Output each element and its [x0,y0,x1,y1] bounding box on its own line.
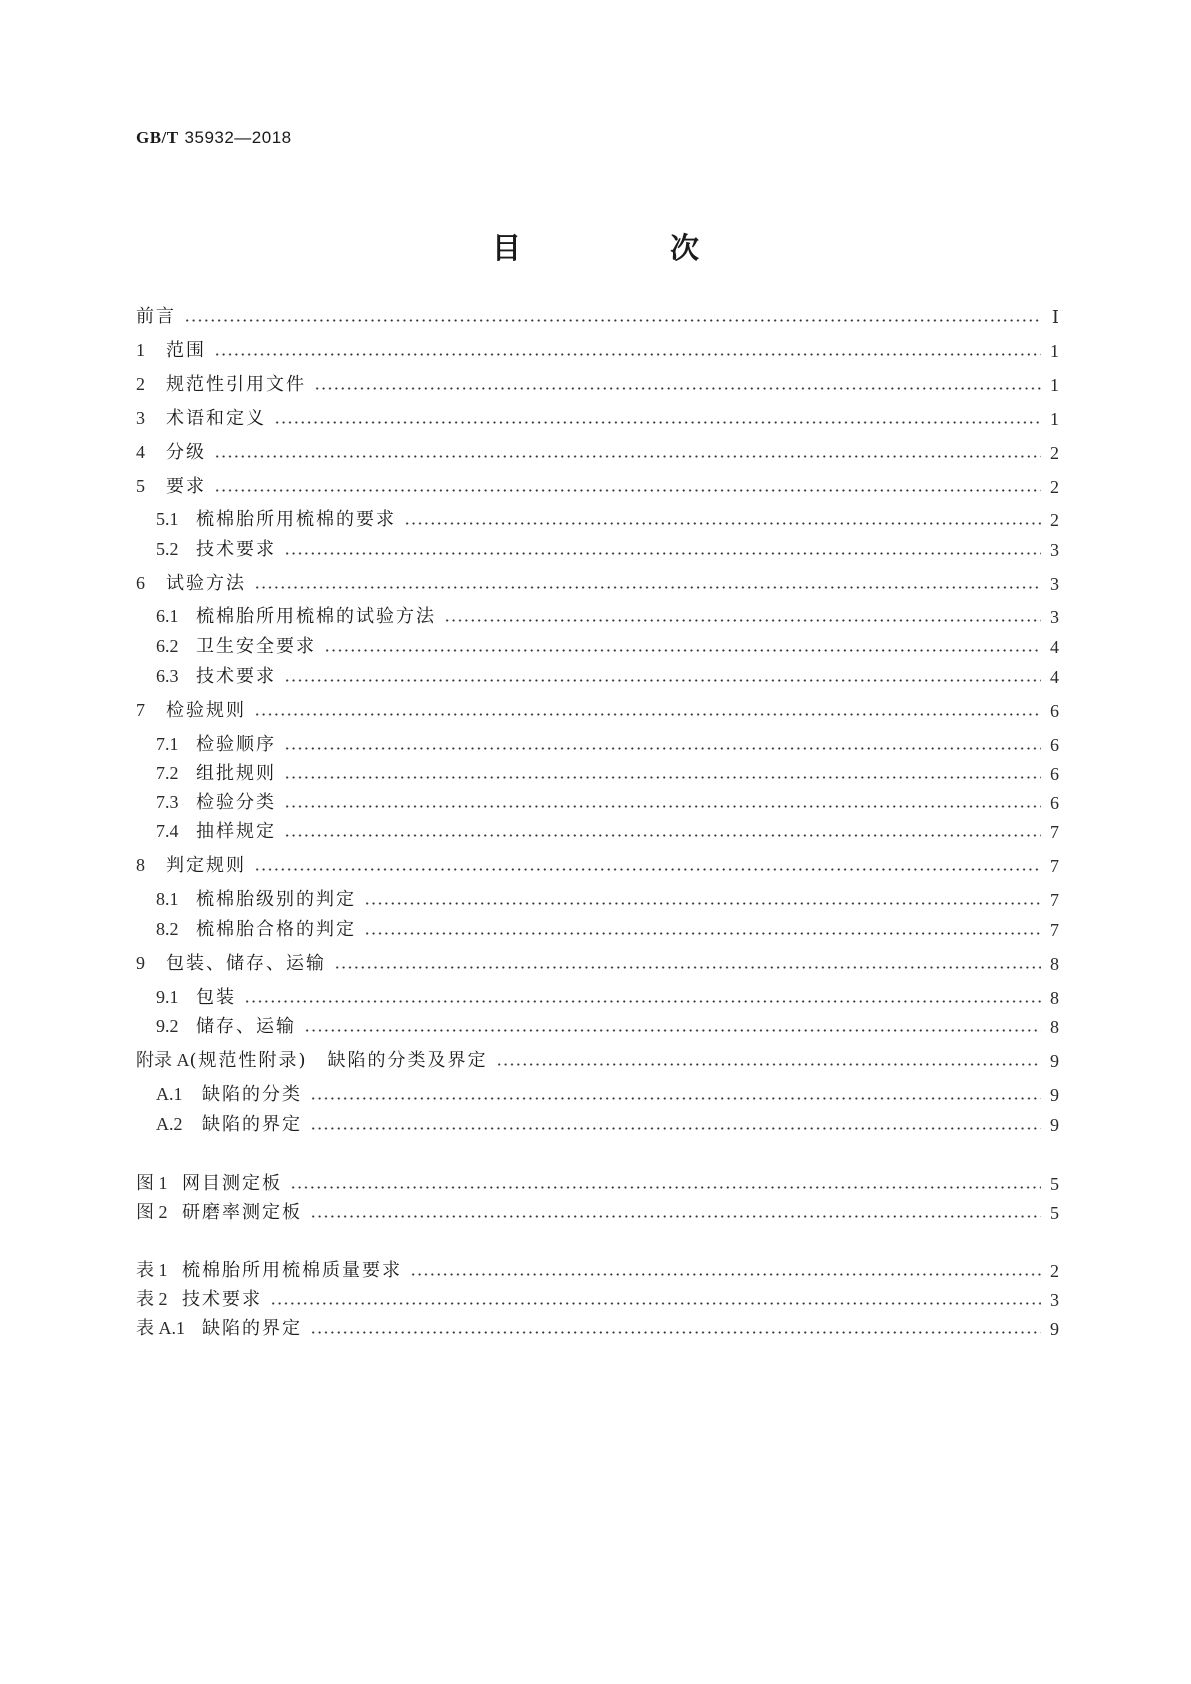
toc-item-text: 缺陷的界定 [202,1318,302,1339]
toc-item-page: 1 [1050,409,1059,429]
toc-leader-dots [244,1000,1041,1003]
toc-item-label [136,473,206,500]
toc-item[interactable] [136,304,1059,330]
toc-subitem[interactable] [156,604,1059,630]
toc-item-text: 储存、运输 [196,1016,296,1037]
toc-item-text: 包装 [196,987,236,1008]
toc-subitem[interactable] [156,664,1059,690]
toc-item-page: 3 [1050,607,1059,627]
toc-item-text: 技术要求 [196,666,276,687]
toc-item-text: 梳棉胎合格的判定 [196,919,356,940]
toc-item-page: 7 [1050,920,1059,940]
toc-item-label [136,405,266,432]
toc-item-number: 7.3 [156,792,179,812]
toc-item-page: 8 [1050,954,1059,974]
toc-item-label [156,818,276,845]
toc-item-label [136,371,306,398]
toc-item-number: 表 1 [136,1260,168,1280]
toc-item-page: 7 [1050,890,1059,910]
toc-item-page: 3 [1050,574,1059,594]
toc-item-page: 2 [1050,510,1059,530]
toc-item-label [136,1170,282,1197]
toc-item-label [156,886,356,913]
toc-item-text: (规范性附录) 缺陷的分类及界定 [189,1050,488,1071]
toc-leader-dots [284,679,1041,682]
toc-item-number: 图 2 [136,1202,168,1222]
toc-item-label [156,506,396,533]
toc-leader-dots [444,619,1041,622]
toc-leader-dots [284,805,1041,808]
toc-leader-dots [274,421,1041,424]
toc-subitem[interactable] [156,761,1059,787]
toc-leader-dots [254,713,1041,716]
toc-item-text: 技术要求 [196,539,276,560]
toc-item-number: 7 [136,700,145,720]
toc-item-number: A.1 [156,1084,183,1104]
toc-item[interactable] [136,440,1059,466]
toc-item-page: 5 [1050,1203,1059,1223]
toc-item-page: 6 [1050,735,1059,755]
toc-item[interactable] [136,372,1059,398]
toc-leader-dots [310,1215,1041,1218]
toc-subitem[interactable] [156,917,1059,943]
toc-item-number: 8 [136,855,145,875]
toc-item-page: 9 [1050,1115,1059,1135]
toc-leader-dots [310,1097,1041,1100]
toc-item-text: 术语和定义 [166,408,266,429]
toc-item-label [156,760,276,787]
toc-item-text: 要求 [166,476,206,497]
toc-item-number: 5.1 [156,509,179,529]
toc-subitem[interactable] [156,790,1059,816]
toc-item-number: 3 [136,408,145,428]
toc-item-number: 5.2 [156,539,179,559]
toc-leader-dots [364,932,1041,935]
toc-subitem[interactable] [156,985,1059,1011]
toc-item-number: 8.1 [156,889,179,909]
toc-item-number: 1 [136,340,145,360]
toc-item-number: 9.2 [156,1016,179,1036]
toc-leader-dots [284,834,1041,837]
toc-item[interactable] [136,338,1059,364]
toc-item-number: 4 [136,442,145,462]
toc-leader-dots [496,1063,1041,1066]
toc-subitem[interactable] [156,887,1059,913]
toc-item-page: 6 [1050,701,1059,721]
toc-leader-dots [410,1273,1041,1276]
toc-item-page: 6 [1050,764,1059,784]
toc-leader-dots [290,1186,1041,1189]
toc-subitem[interactable] [156,819,1059,845]
toc-item-text: 梳棉胎所用梳棉的要求 [196,509,396,530]
toc-leader-dots [270,1302,1041,1305]
toc-leader-dots [284,776,1041,779]
toc-item-text: 组批规则 [196,763,276,784]
toc-item-text: 范围 [166,340,206,361]
toc-item-text: 分级 [166,442,206,463]
toc-item-number: 7.2 [156,763,179,783]
standard-prefix: GB/T [136,128,179,147]
toc-item-text: 检验分类 [196,792,276,813]
toc-item-number: A.2 [156,1114,183,1134]
toc-item-label [136,439,206,466]
toc-item-label [156,789,276,816]
toc-item-label [156,1111,302,1138]
toc-item[interactable] [136,1048,1059,1074]
toc-subitem[interactable] [156,1112,1059,1138]
toc-item[interactable] [136,474,1059,500]
toc-item-text: 梳棉胎所用梳棉的试验方法 [196,606,436,627]
toc-item[interactable] [136,853,1059,879]
toc-item-page: 4 [1050,667,1059,687]
toc-item[interactable] [136,571,1059,597]
toc-leader-dots [324,649,1041,652]
toc-item-text: 研磨率测定板 [182,1202,302,1223]
toc-subitem[interactable] [156,1082,1059,1108]
toc-item-page: Ⅰ [1051,307,1059,327]
toc-item-number: 图 1 [136,1173,168,1193]
toc-item-page: 2 [1050,443,1059,463]
toc-item[interactable] [136,951,1059,977]
toc-item[interactable] [136,406,1059,432]
toc-item-page: 7 [1050,822,1059,842]
toc-item-page: 9 [1050,1319,1059,1339]
toc-item-label [156,984,236,1011]
toc-leader-dots [284,552,1041,555]
toc-subitem[interactable] [156,634,1059,660]
toc-item-number: 附录 A [136,1050,190,1070]
toc-item-page: 2 [1050,477,1059,497]
toc-leader-dots [254,868,1041,871]
toc-item-page: 8 [1050,988,1059,1008]
toc-leader-dots [214,353,1041,356]
toc-subitem[interactable] [156,1014,1059,1040]
toc-leader-dots [214,455,1041,458]
toc-leader-dots [334,966,1041,969]
toc-item-text: 试验方法 [166,573,246,594]
toc-item-label [136,697,246,724]
standard-code [136,128,292,148]
toc-leader-dots [214,489,1041,492]
toc-item-number: 9.1 [156,987,179,1007]
toc-item-text: 网目测定板 [182,1173,282,1194]
toc-item-text: 检验顺序 [196,734,276,755]
toc-leader-dots [284,747,1041,750]
toc-item-label [136,1199,302,1226]
toc-item-number: 9 [136,953,145,973]
toc-item-number: 7.4 [156,821,179,841]
toc-item-text: 技术要求 [182,1289,262,1310]
toc-item-page: 4 [1050,637,1059,657]
toc-item-page: 5 [1050,1174,1059,1194]
page-title: 目 次 [491,231,759,265]
toc-item-label [156,663,276,690]
toc-item-label [156,731,276,758]
toc-item-number: 表 A.1 [136,1318,185,1338]
toc-item-text: 缺陷的界定 [202,1114,302,1135]
figure-list-item[interactable] [136,1200,1059,1226]
toc-item-number: 表 2 [136,1289,168,1309]
toc-item-number: 6 [136,573,145,593]
toc-item-label [136,852,246,879]
toc-leader-dots [310,1331,1041,1334]
toc-item-label [156,603,436,630]
toc-leader-dots [364,902,1041,905]
toc-item-number: 6.2 [156,636,179,656]
toc-item-text: 规范性引用文件 [166,374,306,395]
toc-item-number: 7.1 [156,734,179,754]
toc-subitem[interactable] [156,537,1059,563]
toc-item-number: 6.3 [156,666,179,686]
toc-item-text: 包装、储存、运输 [166,953,326,974]
toc-leader-dots [304,1029,1041,1032]
toc-item-page: 3 [1050,540,1059,560]
toc-item-label [136,1257,402,1284]
toc-item-page: 9 [1050,1085,1059,1105]
toc-item-number: 8.2 [156,919,179,939]
toc-item-label [156,1081,302,1108]
toc-item-number: 5 [136,476,145,496]
toc-item-text: 检验规则 [166,700,246,721]
toc-item-page: 9 [1050,1051,1059,1071]
toc-item-label [156,1013,296,1040]
toc-item-page: 2 [1050,1261,1059,1281]
toc-item-text: 梳棉胎级别的判定 [196,889,356,910]
toc-item-label [156,916,356,943]
toc-item-text: 梳棉胎所用梳棉质量要求 [182,1260,402,1281]
toc-item-text: 卫生安全要求 [196,636,316,657]
toc-item-number: 2 [136,374,145,394]
toc-leader-dots [314,387,1041,390]
toc-item-page: 1 [1050,375,1059,395]
table-list-item[interactable] [136,1316,1059,1342]
toc-item-label [136,304,176,330]
toc-item-page: 7 [1050,856,1059,876]
toc-item-label [156,633,316,660]
toc-item-page: 6 [1050,793,1059,813]
toc-item-label [136,1315,302,1342]
toc-item-number: 6.1 [156,606,179,626]
toc-subitem[interactable] [156,507,1059,533]
table-list-item[interactable] [136,1258,1059,1284]
toc-item-label [136,1286,262,1313]
toc-item[interactable] [136,698,1059,724]
toc-item-page: 3 [1050,1290,1059,1310]
toc-item-label [136,1047,488,1074]
toc-item-label [136,337,206,364]
toc-item-label [136,570,246,597]
toc-subitem[interactable] [156,732,1059,758]
table-list-item[interactable] [136,1287,1059,1313]
standard-number: 35932—2018 [184,128,292,147]
toc-item-text: 抽样规定 [196,821,276,842]
toc-leader-dots [310,1127,1041,1130]
toc-item-page: 1 [1050,341,1059,361]
toc-leader-dots [184,319,1041,322]
toc-item-page: 8 [1050,1017,1059,1037]
toc-item-text: 前言 [136,306,176,327]
toc-item-text: 判定规则 [166,855,246,876]
toc-leader-dots [404,522,1041,525]
toc-item-label [136,950,326,977]
toc-leader-dots [254,586,1041,589]
toc-item-label [156,536,276,563]
figure-list-item[interactable] [136,1171,1059,1197]
toc-item-text: 缺陷的分类 [202,1084,302,1105]
